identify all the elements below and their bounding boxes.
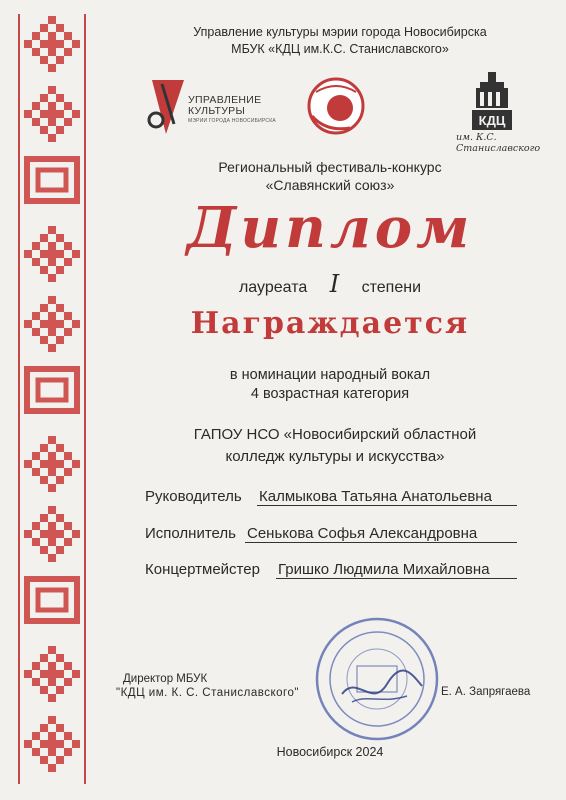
logos-row [140,70,560,154]
culture-k-logo-icon [144,74,188,138]
culture-logo-line1: УПРАВЛЕНИЕ [188,94,262,106]
performer-label: Исполнитель [145,525,236,542]
culture-logo-line3: МЭРИИ ГОРОДА НОВОСИБИРСКА [188,118,276,124]
performer-name: Сенькова Софья Александровна [245,525,517,543]
performer-row [145,525,478,547]
festival-emblem-icon [306,76,366,136]
director-institution: "КДЦ им. К. С. Станиславского" [116,687,299,699]
stamp-seal-icon [312,614,442,744]
organization-line2: колледж культуры и искусства» [225,448,445,465]
festival-name: «Славянский союз» [265,177,395,193]
ornament-pattern [16,8,88,783]
accompanist-row [145,561,490,583]
kdc-caption: им. К.С. Станиславского [456,132,541,154]
awarded-heading: Награждается [190,306,470,341]
ornament-border [16,8,88,783]
culture-department-logo [144,74,284,138]
accompanist-label: Концертмейстер [145,561,260,578]
kdc-logo [448,70,541,154]
accompanist-name: Гришко Людмила Михайловна [276,561,517,579]
header-institution: МБУК «КДЦ им.К.С. Станиславского» [231,42,449,56]
kdc-emblem-icon [462,70,522,132]
footer-city-year: Новосибирск 2024 [276,745,384,759]
official-stamp [312,614,442,744]
nomination-line: в номинации народный вокал [229,367,431,383]
festival-emblem-logo [306,76,366,136]
degree-prefix: лауреата [238,279,308,296]
degree-number: I [329,270,340,298]
svg-text:КДЦ: КДЦ [478,113,506,128]
director-title: Директор МБУК [123,673,208,685]
leader-label: Руководитель [145,488,242,505]
diploma-title: Диплом [186,195,474,261]
degree-suffix: степени [361,279,422,296]
festival-type: Региональный фестиваль-конкурс [218,159,442,175]
director-name: Е. А. Запрягаева [441,686,531,698]
leader-name: Калмыкова Татьяна Анатольевна [257,488,517,506]
leader-row [145,488,492,510]
organization-line1: ГАПОУ НСО «Новосибирский областной [193,426,477,443]
culture-logo-line2: КУЛЬТУРЫ [188,105,246,117]
header-organization: Управление культуры мэрии города Новосибирска [193,25,487,39]
age-category-line: 4 возрастная категория [250,386,410,402]
laureate-degree [150,270,510,298]
